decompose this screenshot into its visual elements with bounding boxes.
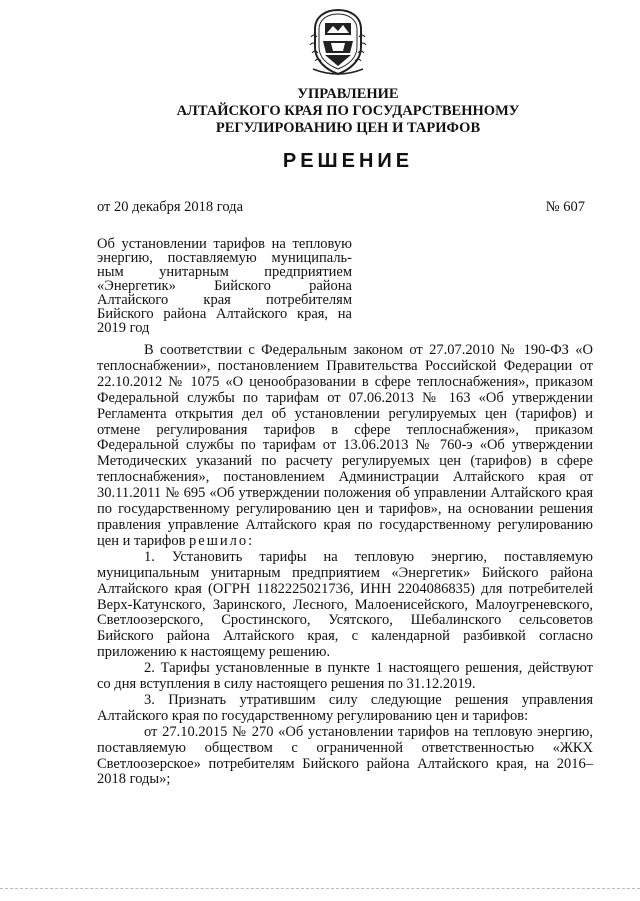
item-3-paragraph: 3. Признать утратившим силу следующие решения управления Алтайского края по государственному регулированию цен и тарифов: [97,691,593,724]
document-subject [97,237,352,335]
document-number: № 607 [545,199,585,215]
item-2-paragraph: 2. Тарифы установленные в пункте 1 настоящего решения, действуют со дня вступления в силу настоящего решения по 31.12.2019. [97,660,593,693]
preamble-paragraph [97,343,593,550]
subject-line: Об установлении тарифов на тепловую [97,236,352,252]
subject-line: энергию, поставляемую муниципаль- [97,250,352,266]
org-name-line-2: АЛТАЙСКОГО КРАЯ ПО ГОСУДАРСТВЕННОМУ [176,103,520,119]
issuing-authority [60,86,636,137]
document-body [97,343,593,788]
subject-line: 2019 год [97,320,150,336]
document-date: от 20 декабря 2018 года [97,199,243,215]
item-1-paragraph: 1. Установить тарифы на тепловую энергию, поставляемую муниципальным унитарным предприятием «Энергетик» Бийского района Алтайского края (ОГРН 1182225021736, ИНН 2204086835) для потребителей Верх-Катунского, Заринского, Лесного, Малоенисейского, Малоугреневского, Светлоозерского, Сростинского, Усятского, Шебалинского сельсоветов Бийского района Алтайского края, с календарной разбивкой согласно приложению к настоящему решению. [97,548,593,661]
org-name-line-1: УПРАВЛЕНИЕ [297,86,399,102]
coat-of-arms-icon [303,7,373,77]
subject-line: ным унитарным предприятием [97,264,352,280]
decided-word: решило: [189,532,255,549]
subject-line: Алтайского края потребителям [97,292,352,308]
org-name-line-3: РЕГУЛИРОВАНИЮ ЦЕН И ТАРИФОВ [215,120,481,136]
subject-line: «Энергетик» Бийского района [97,278,352,294]
subject-line: Бийского района Алтайского края, на [97,306,352,322]
page-bottom-divider [0,888,640,889]
preamble-text: В соответствии с Федеральным законом от 27.07.2010 № 190-ФЗ «О теплоснабжении», постановлением Правительства Российской Федерации от 22.10.2012 № 1075 «О ценообразовании в сфере теплоснабжения», приказом Федеральной службы по тарифам от 07.06.2013 № 163 «Об утверждении Регламента открытия дел об установлении регулируемых цен (тарифов) и отмене регулирования тарифов в сфере теплоснабжения», приказом Федеральной службы по тарифам от 13.06.2013 № 760-э «Об утверждении Методических указаний по расчету регулируемых цен (тарифов) в сфере теплоснабжения», постановлением Администрации Алтайского края от 30.11.2011 № 695 «Об утверждении положения об управлении Алтайского края по государственному регулированию цен и тарифов», на основании решения правления управление Алтайского края по государственному регулированию цен и тарифов [97,342,593,549]
document-type-title: РЕШЕНИЕ [282,150,414,172]
item-3-1-paragraph: от 27.10.2015 № 270 «Об установлении тарифов на тепловую энергию, поставляемую обществом с ограниченной ответственностью «ЖКХ Светлоозерское» потребителям Бийского района Алтайского края, на 2016–2018 годы»; [97,723,593,788]
